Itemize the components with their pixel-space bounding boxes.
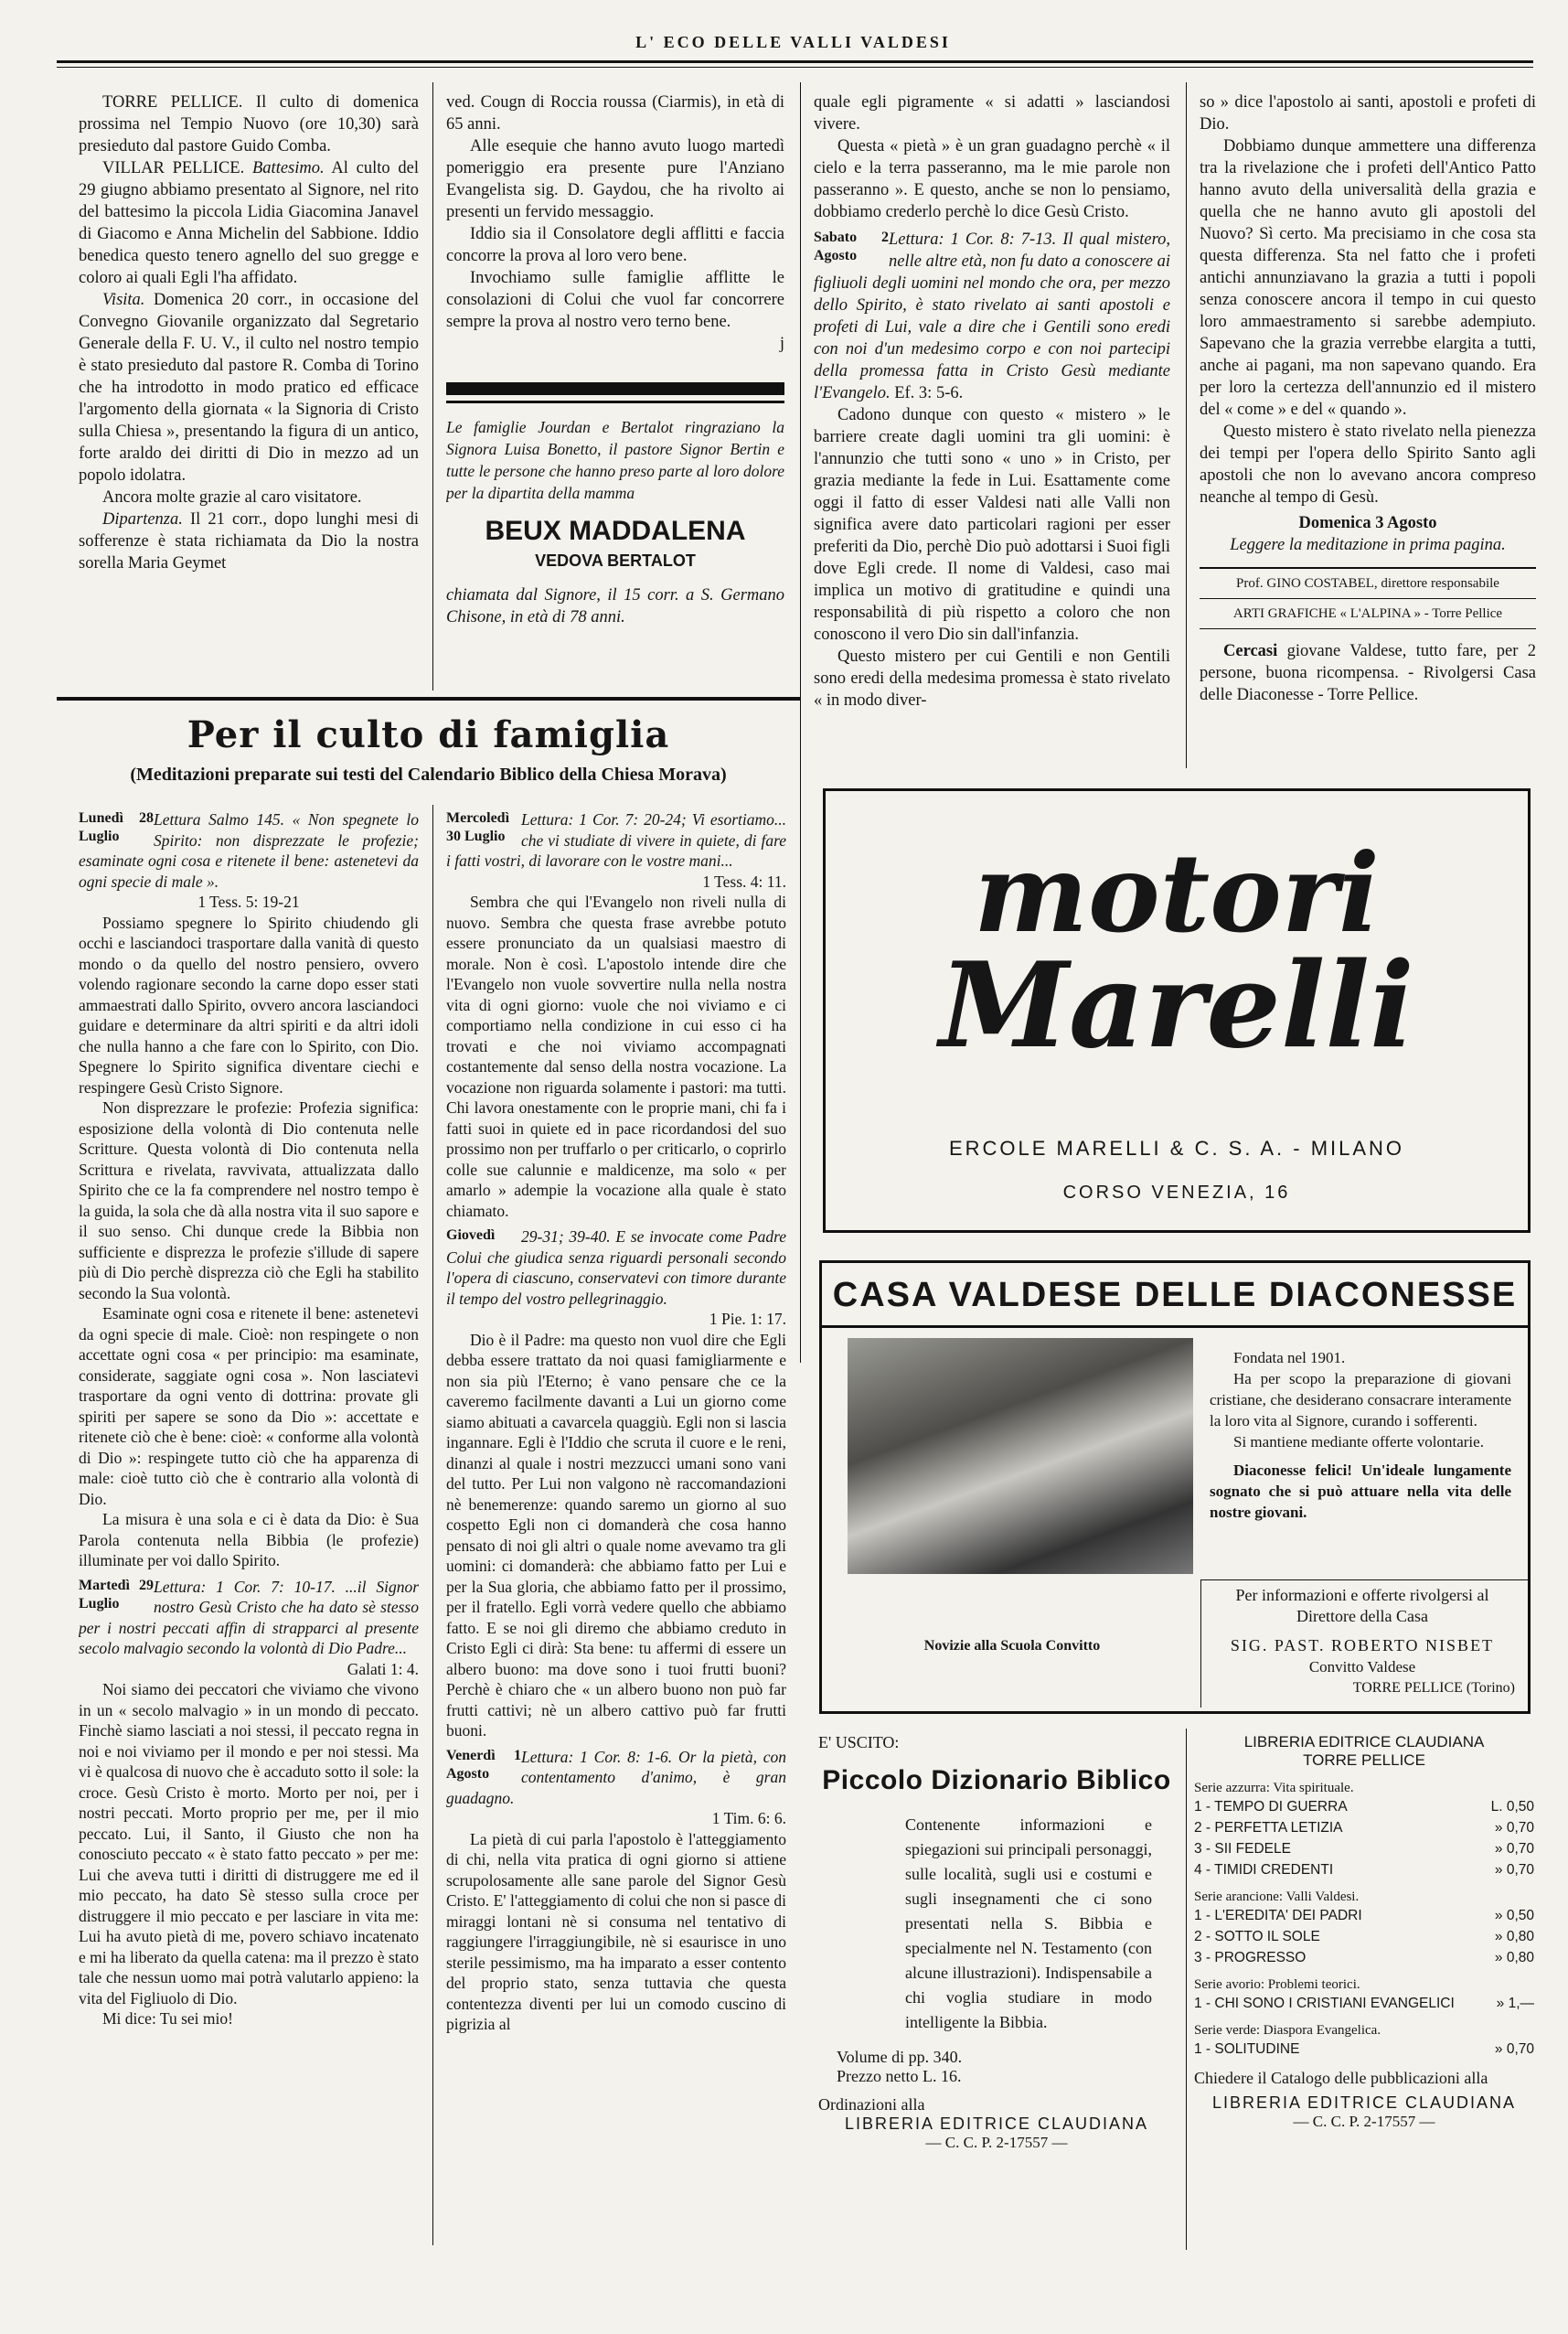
catalog-item-name: 1 - TEMPO DI GUERRA bbox=[1194, 1799, 1348, 1815]
obituary-bar bbox=[446, 382, 784, 395]
divider bbox=[1200, 628, 1536, 629]
ad-dizionario-volume: Volume di pp. 340. bbox=[837, 2048, 963, 2066]
catalog-item-name: 2 - PERFETTA LETIZIA bbox=[1194, 1820, 1343, 1836]
header-rule bbox=[57, 60, 1533, 63]
para: Questo mistero è stato rivelato nella pienezza dei tempi per l'opera dello Spirito Santo agli apostoli che non lo avevano ancora compreso neanche al tempo di Gesù. bbox=[1200, 423, 1536, 507]
day-label: Sabato 2 Agosto bbox=[814, 230, 889, 263]
lettura-label: Lettura: 1 Cor. 7: 20-24; bbox=[521, 810, 687, 829]
lettura-label: 29-31; 39-40. bbox=[521, 1227, 611, 1246]
ad-dizionario bbox=[818, 1733, 1175, 2245]
news-grazie: Ancora molte grazie al caro visitatore. bbox=[102, 488, 362, 507]
section-subtitle: (Meditazioni preparate sui testi del Calendario Biblico della Chiesa Morava) bbox=[130, 765, 727, 785]
para: Sembra che qui l'Evangelo non riveli nulla di nuovo. Sembra che questa frase avrebbe potuto essere pronunciato da un qualsiasi maestro di morale. Non è così. L'apostolo intende dire che l'Evangelo non vuole sovvertire nulla nella nostra vita di ogni giorno: vuole che noi viviamo e ci comportiamo nella condizione in cui esso ci ha trovati e che noi viviamo accompagnati costantemente dal senso della nostra vocazione. La vocazione non riguarda solamente i pastori: ma tutti. Chi lavora onestamente con le proprie mani, chi fa i fatti suoi in quiete ed in pace ricordandosi del suo prossimo non per truffarlo o per criticarlo, o coprirlo colle sue calunnie e maldicenze, ma solo « per amarlo » adempie la vocazione alla quale è stato chiamato. bbox=[446, 893, 786, 1220]
section-rule bbox=[57, 697, 800, 701]
catalog-series-head: Serie avorio: Problemi teorici. bbox=[1194, 1977, 1360, 1992]
para: Si mantiene mediante offerte volontarie. bbox=[1233, 1433, 1484, 1451]
catalog-series-head: Serie azzurra: Vita spirituale. bbox=[1194, 1781, 1354, 1795]
lettura-label: Lettura: 1 Cor. 8: 7-13. bbox=[889, 230, 1057, 249]
header-rule-thin bbox=[57, 67, 1533, 68]
catalog-item bbox=[1194, 1817, 1534, 1838]
ad-dizionario-desc: Contenente informazioni e spiegazioni sui principali personaggi, sulle località, sugli usi e costumi e sugli insegnamenti che ci sono presentati nella S. Bibbia e specialmente nel N. Testamento (con alcune illustrazioni). Indispensabile a chi voglia studiare in modo intelligente la Bibbia. bbox=[905, 1815, 1152, 2031]
ad-diaconesse-title: CASA VALDESE DELLE DIACONESSE bbox=[832, 1276, 1518, 1314]
ad-libreria-chiedere: Chiedere il Catalogo delle pubblicazioni alla bbox=[1194, 2069, 1488, 2087]
ad-libreria-title: LIBRERIA EDITRICE CLAUDIANA bbox=[1243, 1733, 1485, 1750]
para: Questa « pietà » è un gran guadagno perchè « il cielo e la terra passeranno, ma le mie parole non passeranno ». E questo, anche se non lo pensiamo, dobbiamo crederlo perchè lo dice Gesù Cristo. bbox=[814, 137, 1170, 221]
obituary-subname: VEDOVA BERTALOT bbox=[535, 551, 696, 570]
catalog-item-name: 3 - SII FEDELE bbox=[1194, 1841, 1291, 1857]
ad-marelli bbox=[823, 788, 1531, 1233]
news-esequie: Alle esequie che hanno avuto luogo martedì pomeriggio era presente pure l'Anziano Evangelista sig. D. Gaydou, che ha rivolto ai presenti un fervido messaggio. bbox=[446, 137, 784, 221]
verse-quote: Or la pietà, con contentamento d'animo, è gran guadagno. bbox=[446, 1747, 786, 1807]
photo-caption: Novizie alla Scuola Convitto bbox=[923, 1638, 1101, 1654]
column-divider bbox=[1186, 1729, 1187, 2250]
ad-dizionario-prezzo: Prezzo netto L. 16. bbox=[837, 2067, 962, 2085]
ad-libreria-list bbox=[1194, 1781, 1534, 2060]
catalog-item bbox=[1194, 1905, 1534, 1926]
obituary-end: chiamata dal Signore, il 15 corr. a S. Germano Chisone, in età di 78 anni. bbox=[446, 586, 784, 626]
domenica-label: Domenica 3 Agosto bbox=[1298, 514, 1437, 532]
ad-diaconesse-contact: SIG. PAST. ROBERTO NISBET bbox=[1230, 1636, 1495, 1654]
ad-libreria-city: TORRE PELLICE bbox=[1303, 1751, 1425, 1769]
ad-dizionario-title: Piccolo Dizionario Biblico bbox=[822, 1765, 1171, 1795]
para: La pietà di cui parla l'apostolo è l'atteggiamento di chi, nella vita pratica di ogni giorno si attiene scrupolosamente alle sane parole del Signor Gesù Cristo. E' l'atteggiamento di colui che non si pasce di miraggi lontani nè si consuma nel tentativo di raggiungere l'irraggiungibile, nè si esaurisce in uno sterile pessimismo, ma ha imparato a esser contento del proprio stato, senza tuttavia che questa contentezza diventi per lui un comodo cuscino di pigrizia al bbox=[446, 1829, 786, 2033]
masthead: L' ECO DELLE VALLI VALDESI bbox=[635, 33, 951, 51]
para: Mi dice: Tu sei mio! bbox=[102, 2009, 233, 2028]
verse-ref: 1 Tess. 5: 19-21 bbox=[197, 893, 300, 911]
giovedi-entry bbox=[446, 1226, 786, 1309]
divider bbox=[1200, 1579, 1201, 1708]
ad-diaconesse-city: TORRE PELLICE (Torino) bbox=[1352, 1680, 1515, 1696]
tipografia: ARTI GRAFICHE « L'ALPINA » - Torre Pellice bbox=[1232, 606, 1503, 621]
news-villar: VILLAR PELLICE. Battesimo. Al culto del 29 giugno abbiamo presentato al Signore, nel rito del battesimo la piccola Lidia Giacomina Janavel di Giacomo e Anna Michelin del Sabbione. Iddio benedica questo tenero agnello del suo gregge e coloro ai quali Egli l'ha affidato. bbox=[79, 159, 419, 287]
para: Ha per scopo la preparazione di giovani cristiane, che desiderano consacrare interamente la loro vita al Signore, curando i sofferenti. bbox=[1210, 1370, 1511, 1429]
day-label: Giovedì bbox=[446, 1227, 496, 1243]
local-news-column bbox=[79, 91, 419, 695]
ad-dizionario-libreria: LIBRERIA EDITRICE CLAUDIANA bbox=[844, 2115, 1149, 2133]
divider bbox=[1200, 1579, 1528, 1580]
cercasi-ad: Cercasi giovane Valdese, tutto fare, per 2 persone, buona ricompensa. - Rivolgersi Casa delle Diaconesse - Torre Pellice. bbox=[1200, 642, 1536, 704]
obituary-name: BEUX MADDALENA bbox=[485, 516, 746, 546]
catalog-item-price: » 0,70 bbox=[1494, 1820, 1534, 1836]
news-dipartenza: Dipartenza. Il 21 corr., dopo lunghi mesi di sofferenze è stata richiamata da Dio la nostra sorella Maria Geymet bbox=[79, 510, 419, 573]
para: Questo mistero per cui Gentili e non Gentili sono eredi della medesima promessa è stato rivelato « in modo diver- bbox=[814, 648, 1170, 710]
obituary-column bbox=[446, 91, 784, 695]
signature: j bbox=[779, 335, 784, 353]
catalog-item-name: 1 - SOLITUDINE bbox=[1194, 2041, 1300, 2057]
para: so » dice l'apostolo ai santi, apostoli e profeti di Dio. bbox=[1200, 93, 1536, 134]
ad-libreria bbox=[1194, 1733, 1534, 2245]
column-divider bbox=[1186, 82, 1187, 768]
catalog-series-head: Serie arancione: Valli Valdesi. bbox=[1194, 1890, 1360, 1904]
verse-ref: 1 Tim. 6: 6. bbox=[711, 1809, 786, 1827]
news-consolatore: Iddio sia il Consolatore degli afflitti e faccia concorre la prova al loro vero bene. bbox=[446, 225, 784, 265]
catalog-item-price: » 0,50 bbox=[1494, 1908, 1534, 1923]
news-visita: Visita. Domenica 20 corr., in occasione del Convegno Giovanile organizzato dal Segretario Generale della F. U. V., il culto nel nostro tempio è stato presieduto dal pastore R. Comba di Torino che ha introdotto in modo pratico ed efficace l'argomento della giornata « la Signoria di Cristo sulla Chiesa », presentando la figura di un antico, forte araldo dei diritti di Dio in mezzo ad un popolo idolatra. bbox=[79, 291, 419, 485]
day-label: Mercoledì 30 Luglio bbox=[446, 810, 510, 844]
section-title: Per il culto di famiglia bbox=[187, 713, 670, 756]
divider bbox=[1200, 567, 1536, 569]
obituary-text: Le famiglie Jourdan e Bertalot ringraziano la Signora Luisa Bonetto, il pastore Signor Bertin e tutte le persone che hanno preso parte al loro dolore per la dipartita della mamma bbox=[446, 418, 784, 502]
catalog-item-price: » 0,80 bbox=[1494, 1929, 1534, 1944]
catalog-item-name: 4 - TIMIDI CREDENTI bbox=[1194, 1862, 1334, 1878]
catalog-item bbox=[1194, 1947, 1534, 1968]
para: Cadono dunque con questo « mistero » le barriere create dagli uomini tra gli uomini: è l'annunzio che tutti sono « uno » in Cristo, per grazia mediante la fede in Lui. Esattamente come oggi il fatto di esser Valdesi nati alle Valli non significa avere dato particolari ragioni per esser preferiti da Dio, perchè Dio può adottarsi i Suoi figli dove Egli crede. Il nome di Valdesi, caso mai implica un motivo di gratitudine e quindi una responsabilità di più rispetto a coloro che non conoscono il vero Dio sin dall'infanzia. bbox=[814, 406, 1170, 644]
verse-ref: Ef. 3: 5-6. bbox=[894, 384, 964, 402]
obituary-bar-thin bbox=[446, 401, 784, 403]
ad-marelli-line2: Marelli bbox=[939, 937, 1414, 1075]
catalog-item-price: » 0,70 bbox=[1494, 1841, 1534, 1857]
martedi-entry bbox=[79, 1577, 419, 1659]
lettura-label: Lettura: 1 Cor. 8: 1-6. bbox=[521, 1747, 673, 1766]
para: Possiamo spegnere lo Spirito chiudendo gli occhi e lasciandoci trasportare dalla vanità di questo mondo o da quello del nostro pensiero, ovvero volendo ragionare secondo la carne dopo esser stati ammaestrati dallo Spirito, ovvero ancora lasciandoci guidare e determinare da altri spiriti e da altri idoli che nulla hanno a che fare con lo Spirito, con Dio. Spegnere lo Spirito significa diventare ciechi e respingere Gesù Cristo Signore. bbox=[79, 913, 419, 1097]
lunedi-entry bbox=[79, 809, 419, 892]
photo-novizie bbox=[848, 1338, 1193, 1574]
ad-marelli-address: CORSO VENEZIA, 16 bbox=[1062, 1183, 1291, 1203]
catalog-item-price: » 0,70 bbox=[1494, 2041, 1534, 2057]
catalog-item bbox=[1194, 2039, 1534, 2060]
venerdi-entry bbox=[446, 1747, 786, 1809]
leggere-label: Leggere la meditazione in prima pagina. bbox=[1230, 536, 1506, 554]
para: Dobbiamo dunque ammettere una differenza tra la rivelazione che i profeti dell'Antico Patto hanno avuto della universalità della grazia e quella che ne hanno avuto gli apostoli del Nuovo? Sì certo. Ma precisiamo in che cosa sta questa differenza. Sta nel fatto che i profeti antichi annunziavano la grazia a tutti i popoli senza conoscere ancora il tempo in cui questo loro ammaestramento si sarebbe adempiuto. Sapevano che la grazia verrebbe elargita a tutti, anche ai pagani, ma non sapevano quando. Era per loro la certezza dell'annunzio ed il mistero del « come » e del « quando ». bbox=[1200, 137, 1536, 419]
mercoledi-entry bbox=[446, 809, 786, 872]
ad-diaconesse-place: Convitto Valdese bbox=[1308, 1658, 1416, 1676]
verse-ref: Galati 1: 4. bbox=[347, 1659, 419, 1678]
verse-quote: Il qual mistero, nelle altre età, non fu dato a conoscere ai figliuoli degli uomini nel mondo che ora, per mezzo dello Spirito, è stato rivelato ai santi apostoli e profeti di Lui, vale a dire che i Gentili sono eredi con noi d'un medesimo corpo e con noi partecipi della promessa fatta in Cristo Gesù mediante l'Evangelo. bbox=[814, 230, 1170, 402]
verse-ref: 1 Pie. 1: 17. bbox=[709, 1310, 786, 1328]
ad-marelli-line1: motori bbox=[974, 830, 1380, 957]
news-dipartenza-cont: ved. Cougn di Roccia roussa (Ciarmis), in età di 65 anni. bbox=[446, 93, 784, 134]
divider bbox=[822, 1325, 1528, 1328]
catalog-item bbox=[1194, 1993, 1534, 2014]
catalog-item-price: » 0,80 bbox=[1494, 1950, 1534, 1965]
catalog-item-name: 3 - PROGRESSO bbox=[1194, 1950, 1307, 1965]
ad-libreria-ccp: — C. C. P. 2-17557 — bbox=[1293, 2113, 1435, 2130]
ad-dizionario-ccp: — C. C. P. 2-17557 — bbox=[925, 2134, 1068, 2151]
day-label: Lunedì 28 Luglio bbox=[79, 810, 154, 844]
day-label: Venerdì 1 Agosto bbox=[446, 1747, 521, 1782]
meditation-column bbox=[814, 91, 1170, 768]
meditations-right bbox=[446, 809, 786, 2250]
verse-quote: Vi esortiamo... che vi studiate di vivere in quiete, di fare i fatti vostri, di lavorare con le vostre mani... bbox=[446, 810, 786, 870]
ad-libreria-libreria: LIBRERIA EDITRICE CLAUDIANA bbox=[1211, 2093, 1517, 2112]
catalog-item-name: 2 - SOTTO IL SOLE bbox=[1194, 1929, 1320, 1944]
ad-diaconesse-info: Per informazioni e offerte rivolgersi al Direttore della Casa bbox=[1235, 1586, 1489, 1625]
news-torre: TORRE PELLICE. Il culto di domenica prossima nel Tempio Nuovo (ore 10,30) sarà presieduto dal pastore Guido Comba. bbox=[79, 93, 419, 155]
lettura-label: Lettura: 1 Cor. 7: 10-17. bbox=[154, 1577, 336, 1596]
catalog-item bbox=[1194, 1796, 1534, 1817]
lettura-label: Lettura Salmo 145. bbox=[154, 810, 285, 829]
para: Non disprezzare le profezie: Profezia significa: esposizione della volontà di Dio contenuta nelle Scritture. Questa volontà di Dio contenuta nella Scrittura e rivelata, ravvivata, attualizzata dallo Spirito che ce la fa comprendere nel nostro tempo è la guida, la sola che dà alla nostra vita il suo sapore e il suo senso. Chi dunque crede la Bibbia non sufficiente e disprezza le profezie s'illude di sapere più di Dio perchè disprezza ciò che Egli ha stabilito secondo la Sua volontà. bbox=[79, 1098, 419, 1302]
ad-dizionario-uscito: E' USCITO: bbox=[818, 1733, 900, 1751]
para: La misura è una sola e ci è data da Dio: è Sua Parola contenuta nella Bibbia (le profezie) illuminate per voi dallo Spirito. bbox=[79, 1510, 419, 1569]
news-invochiamo: Invochiamo sulle famiglie afflitte le consolazioni di Colui che vuol far concorrere sempre la prova al nostro vero terno bene. bbox=[446, 269, 784, 331]
verse-quote: E se invocate come Padre Colui che giudica senza riguardi personali secondo l'opera di ciascuno, conservatevi con timore durante il tempo del vostro pellegrinaggio. bbox=[446, 1227, 786, 1308]
day-label: Martedì 29 Luglio bbox=[79, 1577, 154, 1611]
para: Dio è il Padre: ma questo non vuol dire che Egli debba essere trattato da noi quasi famigliarmente e non sia più l'Eterno; è vano pensare che ce la caveremo facilmente davanti a Lui un giorno come siamo abituati a cavarcela quaggiù. Egli non si lascia ingannare. Egli è l'Iddio che scruta il cuore e le reni, dinanzi al quale i nostri mezzucci umani sono vani del tutto. Per Lui non valgono nè raccomandazioni nè benemerenze: quando saremo un giorno al suo cospetto Egli non ci domanderà che cosa hanno pensato di noi gli altri o quale nome avevamo tra gli uomini: ci domanderà: che abbiamo fatto per Lui e per la Sua gloria, che abbiamo fatto per il prossimo, per il fratello. Egli vorrà vedere quello che abbiamo fatto. E se noi gli diremo che abbiamo creduto in Cristo Egli ci dirà: Sta bene: tu affermi di essere un albero buono: ma dove sono i tuoi frutti buoni? Perchè è chiaro che « un albero buono non può far frutti cattivi; nè un albero cattivo può far frutti buoni. bbox=[446, 1330, 786, 1740]
para: Fondata nel 1901. bbox=[1233, 1349, 1346, 1366]
verse-quote: « Non spegnete lo Spirito: non disprezzate le profezie; esaminate ogni cosa e ritenete il bene: astenetevi da ogni specie di male ». bbox=[79, 810, 419, 891]
catalog-item-name: 1 - L'EREDITA' DEI PADRI bbox=[1194, 1908, 1362, 1923]
catalog-item-price: » 0,70 bbox=[1494, 1862, 1534, 1878]
para: Diaconesse felici! Un'ideale lungamente sognato che si può attuare nella vita delle nostre giovani. bbox=[1210, 1461, 1511, 1521]
para: Noi siamo dei peccatori che viviamo che vivono in un « secolo malvagio » in un mondo di peccato. Finchè siamo lasciati a noi stessi, il peccato regna in noi e noi viviamo per il mondo e per noi stessi. Ma vi è qualcosa di nuovo che è accaduto sotto il sole: la croce. Gesù Cristo è morto. Morto per noi, per i nostri peccati. Morto proprio per me, per il mio peccato. Lui, il Santo, il Giusto che non ha conosciuto peccato « è stato fatto peccato » per me: Lui che aveva tutti i diritti di distruggere me ed il mio peccato, ha dato Sè stesso sulla croce per distruggere il mio peccato e per lasciare in vita me: Lui ha avuto pietà di me, povero schiavo incatenato e mi ha liberato da quella catena: ma il prezzo è stato tale che nessun uomo mai potrà valutarlo appieno: la vita del Figliuolo di Dio. bbox=[79, 1680, 419, 2007]
para: Esaminate ogni cosa e ritenete il bene: astenetevi da ogni specie di male. Cioè: non respingete o non accettate ogni cosa « per principio: ma esaminate, considerate, saggiate ogni cosa ». Non lasciatevi trasportare da ogni vento di dottrina: provate gli spiriti per sapere se sono da Dio »: accettate e ritenete ciò che è bene: cioè: « conforme alla volontà di Dio »: respingete tutto ciò che ha apparenza di male: cioè tutto ciò che è contrario alla volontà di Dio. bbox=[79, 1304, 419, 1508]
column-divider bbox=[800, 82, 801, 1363]
catalog-series-head: Serie verde: Diaspora Evangelica. bbox=[1194, 2023, 1381, 2038]
catalog-item-name: 1 - CHI SONO I CRISTIANI EVANGELICI bbox=[1194, 1996, 1455, 2011]
ad-marelli-company: ERCOLE MARELLI & C. S. A. - MILANO bbox=[948, 1137, 1405, 1160]
catalog-item-price: L. 0,50 bbox=[1490, 1799, 1534, 1815]
sabato-entry bbox=[814, 229, 1170, 404]
ad-diaconesse bbox=[819, 1260, 1531, 1714]
catalog-item bbox=[1194, 1859, 1534, 1880]
ad-dizionario-ordinazioni: Ordinazioni alla bbox=[818, 2095, 925, 2114]
para: quale egli pigramente « si adatti » lasciandosi vivere. bbox=[814, 93, 1170, 134]
verse-quote: ...il Signor nostro Gesù Cristo che ha dato sè stesso per i nostri peccati affin di strapparci al presente secolo malvagio secondo la volontà di Dio Padre... bbox=[79, 1577, 419, 1657]
ad-diaconesse-text bbox=[1210, 1347, 1511, 1576]
catalog-item bbox=[1194, 1838, 1534, 1859]
column-divider bbox=[432, 805, 433, 2245]
catalog-item bbox=[1194, 1926, 1534, 1947]
meditation-column-2 bbox=[1200, 91, 1536, 768]
meditations-left bbox=[79, 809, 419, 2250]
column-divider bbox=[432, 82, 433, 691]
catalog-item-price: » 1,— bbox=[1496, 1996, 1534, 2011]
divider bbox=[1200, 598, 1536, 599]
direttore: Prof. GINO COSTABEL, direttore responsabile bbox=[1236, 576, 1499, 591]
verse-ref: 1 Tess. 4: 11. bbox=[702, 872, 786, 891]
